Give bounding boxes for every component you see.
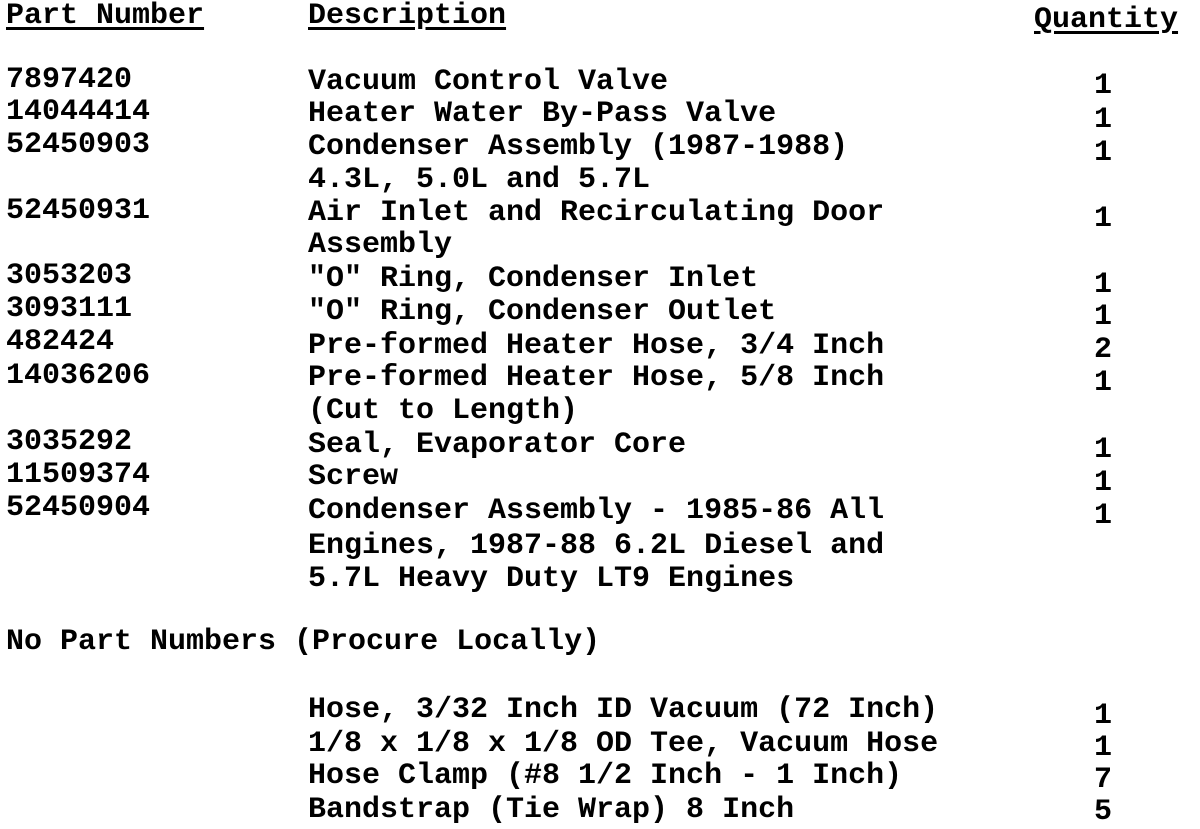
local-part-description: Hose, 3/32 Inch ID Vacuum (72 Inch) — [308, 693, 939, 727]
local-part-description: Bandstrap (Tie Wrap) 8 Inch — [308, 793, 795, 827]
local-part-quantity: 5 — [1094, 795, 1113, 829]
part-number: 3093111 — [6, 292, 133, 326]
local-part-quantity: 1 — [1094, 731, 1113, 765]
part-description: Condenser Assembly - 1985-86 All — [308, 494, 885, 528]
part-number: 14036206 — [6, 359, 151, 393]
part-description: "O" Ring, Condenser Outlet — [308, 295, 777, 329]
part-quantity: 1 — [1094, 433, 1113, 467]
local-part-quantity: 7 — [1094, 763, 1113, 797]
part-number: 482424 — [6, 325, 115, 359]
local-part-description: Hose Clamp (#8 1/2 Inch - 1 Inch) — [308, 759, 903, 793]
part-number: 7897420 — [6, 63, 133, 97]
part-quantity: 1 — [1094, 268, 1113, 302]
part-number: 52450904 — [6, 491, 151, 525]
part-quantity: 1 — [1094, 366, 1113, 400]
header-quantity: Quantity — [1034, 3, 1179, 37]
local-part-description: 1/8 x 1/8 x 1/8 OD Tee, Vacuum Hose — [308, 727, 939, 761]
part-description: Pre-formed Heater Hose, 5/8 Inch — [308, 361, 885, 395]
part-description-continued: (Cut to Length) — [308, 394, 579, 428]
part-number: 14044414 — [6, 95, 151, 129]
part-quantity: 1 — [1094, 466, 1113, 500]
part-quantity: 1 — [1094, 300, 1113, 334]
part-description: "O" Ring, Condenser Inlet — [308, 262, 759, 296]
part-quantity: 1 — [1094, 103, 1113, 137]
header-part-number: Part Number — [6, 0, 205, 33]
part-description: Condenser Assembly (1987-1988) — [308, 130, 849, 164]
part-quantity: 2 — [1094, 333, 1113, 367]
part-quantity: 1 — [1094, 69, 1113, 103]
part-description: Heater Water By-Pass Valve — [308, 97, 777, 131]
part-description-continued: Engines, 1987-88 6.2L Diesel and — [308, 529, 885, 563]
part-quantity: 1 — [1094, 499, 1113, 533]
part-description: Vacuum Control Valve — [308, 65, 669, 99]
part-description-continued: Assembly — [308, 228, 453, 262]
part-quantity: 1 — [1094, 136, 1113, 170]
part-number: 52450903 — [6, 128, 151, 162]
local-parts-heading: No Part Numbers (Procure Locally) — [6, 625, 601, 659]
part-number: 52450931 — [6, 194, 151, 228]
header-description: Description — [308, 0, 507, 33]
part-description-continued: 4.3L, 5.0L and 5.7L — [308, 163, 651, 197]
part-number: 11509374 — [6, 458, 151, 492]
part-description: Pre-formed Heater Hose, 3/4 Inch — [308, 329, 885, 363]
part-description: Seal, Evaporator Core — [308, 428, 687, 462]
part-number: 3053203 — [6, 259, 133, 293]
part-quantity: 1 — [1094, 202, 1113, 236]
part-number: 3035292 — [6, 425, 133, 459]
part-description: Air Inlet and Recirculating Door — [308, 196, 885, 230]
part-description-continued: 5.7L Heavy Duty LT9 Engines — [308, 562, 795, 596]
local-part-quantity: 1 — [1094, 699, 1113, 733]
part-description: Screw — [308, 460, 399, 494]
